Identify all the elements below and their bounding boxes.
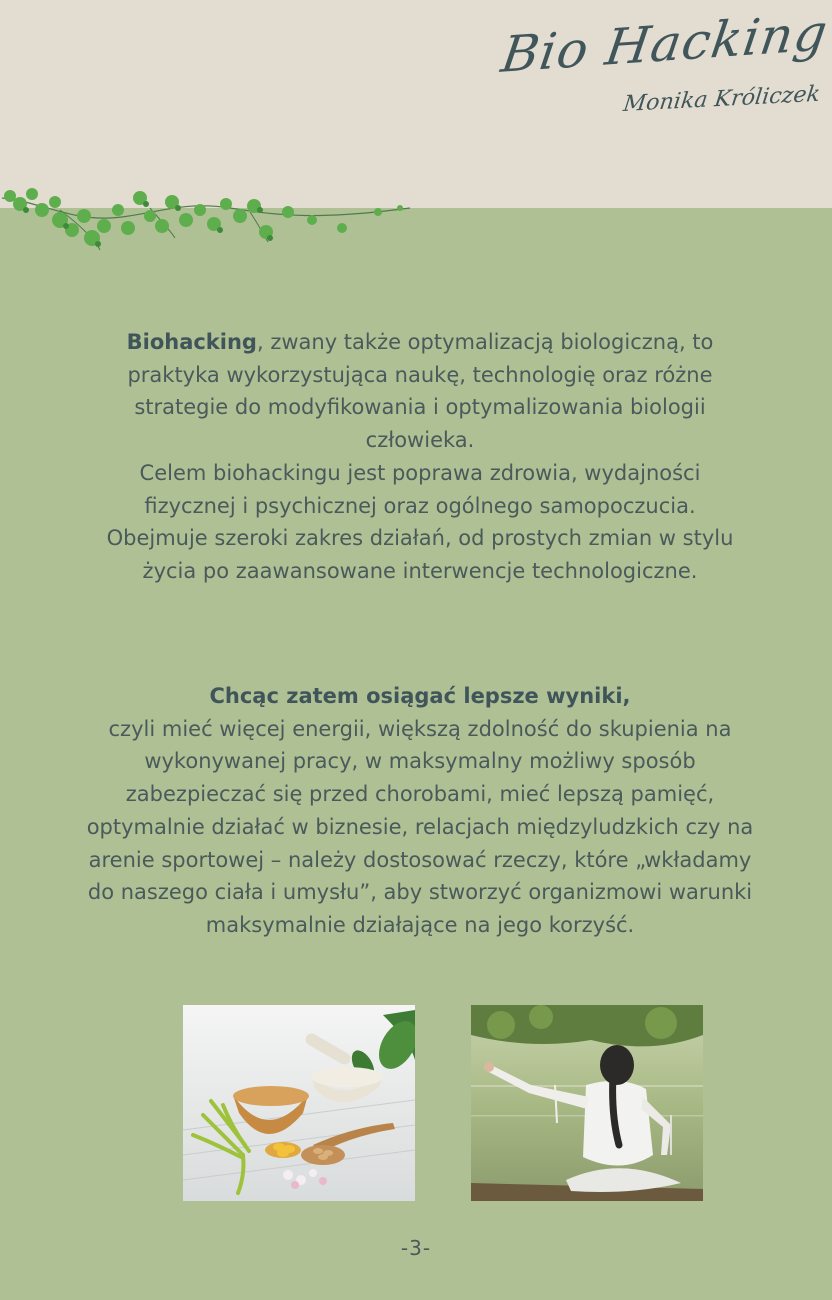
intro-line-4: człowieka. <box>365 428 475 453</box>
intro-line-8: życia po zaawansowane interwencje technologiczne. <box>142 558 698 583</box>
results-line-4: optymalnie działać w biznesie, relacjach międzyludzkich czy na <box>86 814 754 839</box>
intro-line-1 <box>40 326 800 359</box>
intro-line-2: praktyka wykorzystująca naukę, technologię oraz różne <box>127 362 713 387</box>
logo-title: Bio Hacking <box>497 3 832 84</box>
intro-paragraph <box>40 326 800 588</box>
vine-leaves-icon <box>0 180 420 260</box>
page-number: -3- <box>400 1236 432 1260</box>
logo-author: Monika Króliczek <box>621 81 822 117</box>
intro-line-5: Celem biohackingu jest poprawa zdrowia, wydajności <box>139 460 701 485</box>
intro-line-3: strategie do modyfikowania i optymalizowania biologii <box>134 395 706 420</box>
results-line-5: arenie sportowej – należy dostosować rzeczy, które „wkładamy <box>88 847 752 872</box>
results-line-2: wykonywanej pracy, w maksymalny możliwy sposób <box>144 749 696 774</box>
intro-line-1-rest: , zwany także optymalizacją biologiczną, to <box>256 330 714 354</box>
herbal-supplements-photo-icon <box>183 1005 415 1201</box>
results-line-7: maksymalnie działające na jego korzyść. <box>205 912 635 937</box>
meditation-by-lake-photo-icon <box>471 1005 703 1201</box>
results-paragraph <box>40 680 800 942</box>
results-heading: Chcąc zatem osiągać lepsze wyniki, <box>209 684 631 708</box>
page-header <box>0 0 832 208</box>
bio-hacking-logo <box>497 3 832 138</box>
results-line-3: zabezpieczać się przed chorobami, mieć lepszą pamięć, <box>125 782 715 807</box>
intro-line-7: Obejmuje szeroki zakres działań, od prostych zmian w stylu <box>106 526 734 551</box>
intro-line-6: fizycznej i psychicznej oraz ogólnego samopoczucia. <box>144 493 696 518</box>
results-line-6: do naszego ciała i umysłu”, aby stworzyć organizmowi warunki <box>87 880 753 905</box>
results-line-1: czyli mieć więcej energii, większą zdolność do skupienia na <box>108 716 732 741</box>
biohacking-term: Biohacking <box>126 330 257 354</box>
